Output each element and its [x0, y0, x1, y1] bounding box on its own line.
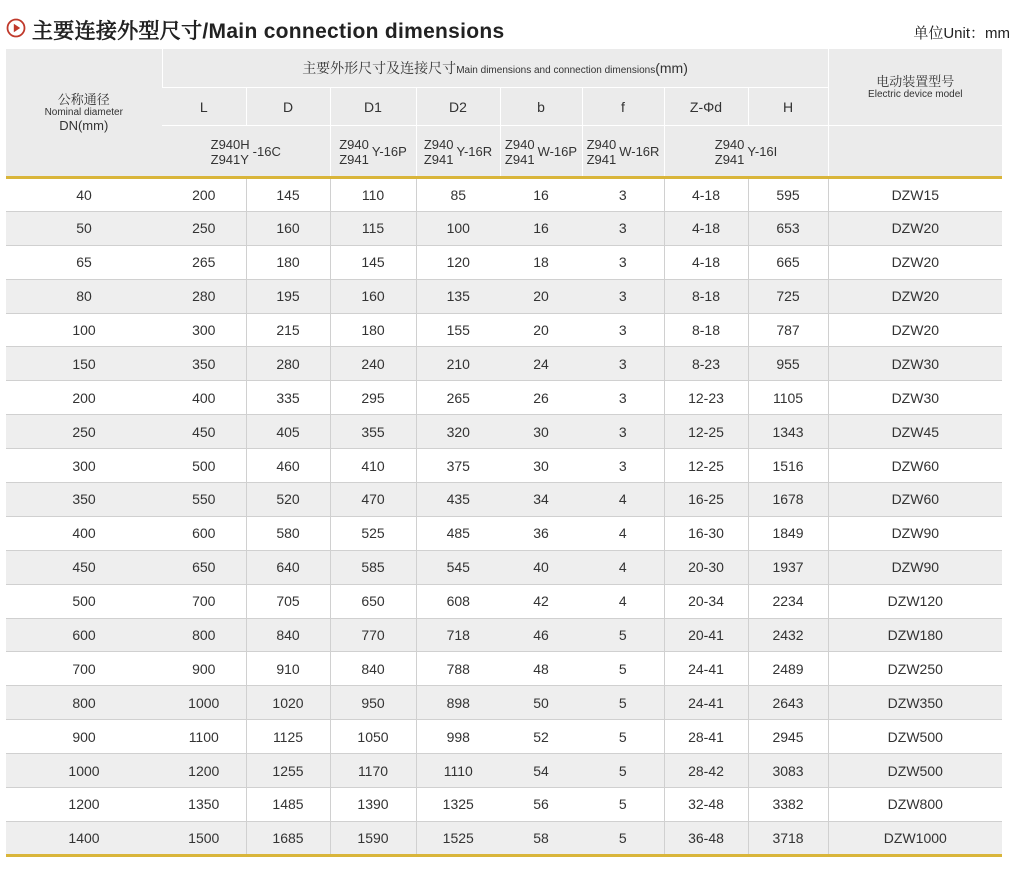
- cell-b: 46: [500, 618, 582, 652]
- cell-d: 1255: [246, 754, 330, 788]
- cell-l: 265: [162, 245, 246, 279]
- cell-f: 3: [582, 178, 664, 212]
- cell-l: 1100: [162, 720, 246, 754]
- cell-d1: 180: [330, 313, 416, 347]
- table-header: [6, 49, 1002, 178]
- table-row: [6, 550, 1002, 584]
- electric-device-header: [828, 49, 1002, 126]
- cell-d1: 525: [330, 516, 416, 550]
- cell-f: 5: [582, 788, 664, 822]
- page-title: 主要连接外型尺寸/Main connection dimensions: [32, 20, 505, 43]
- cell-dn: 1400: [6, 821, 162, 855]
- model-top: Z940: [586, 136, 617, 152]
- cell-electric-model: DZW15: [828, 178, 1002, 212]
- cell-b: 30: [500, 449, 582, 483]
- cell-electric-model: DZW250: [828, 652, 1002, 686]
- cell-electric-model: DZW60: [828, 483, 1002, 517]
- cell-l: 280: [162, 279, 246, 313]
- cell-b: 36: [500, 516, 582, 550]
- cell-f: 4: [582, 483, 664, 517]
- cell-b: 58: [500, 821, 582, 855]
- cell-d: 1125: [246, 720, 330, 754]
- cell-d1: 160: [330, 279, 416, 313]
- cell-f: 3: [582, 347, 664, 381]
- cell-h: 955: [748, 347, 828, 381]
- cell-d2: 210: [416, 347, 500, 381]
- col-label-d1: D1: [330, 88, 416, 126]
- cell-l: 900: [162, 652, 246, 686]
- cell-z-phi-d: 12-25: [664, 449, 748, 483]
- cell-d2: 375: [416, 449, 500, 483]
- cell-electric-model: DZW20: [828, 279, 1002, 313]
- cell-dn: 700: [6, 652, 162, 686]
- cell-dn: 200: [6, 381, 162, 415]
- cell-h: 3718: [748, 821, 828, 855]
- model-suffix: Y-16I: [747, 144, 778, 159]
- cell-b: 50: [500, 686, 582, 720]
- cell-h: 1937: [748, 550, 828, 584]
- model-cell-blank: [828, 126, 1002, 178]
- cell-electric-model: DZW1000: [828, 821, 1002, 855]
- cell-d2: 998: [416, 720, 500, 754]
- cell-h: 2432: [748, 618, 828, 652]
- cell-electric-model: DZW350: [828, 686, 1002, 720]
- model-top: Z940: [714, 136, 745, 152]
- cell-d2: 545: [416, 550, 500, 584]
- cell-d: 640: [246, 550, 330, 584]
- cell-d2: 435: [416, 483, 500, 517]
- cell-d: 910: [246, 652, 330, 686]
- cell-electric-model: DZW20: [828, 245, 1002, 279]
- cell-f: 3: [582, 381, 664, 415]
- col-label-b: b: [500, 88, 582, 126]
- cell-z-phi-d: 36-48: [664, 821, 748, 855]
- cell-f: 5: [582, 720, 664, 754]
- cell-f: 3: [582, 449, 664, 483]
- cell-dn: 50: [6, 211, 162, 245]
- table-row: [6, 788, 1002, 822]
- cell-d2: 718: [416, 618, 500, 652]
- model-top: Z940H: [210, 136, 250, 152]
- table-row: [6, 449, 1002, 483]
- cell-h: 1849: [748, 516, 828, 550]
- cell-h: 3083: [748, 754, 828, 788]
- main-header-cn: 主要外形尺寸及连接尺寸: [302, 60, 457, 76]
- cell-d1: 650: [330, 584, 416, 618]
- cell-d2: 788: [416, 652, 500, 686]
- cell-dn: 1200: [6, 788, 162, 822]
- cell-l: 200: [162, 178, 246, 212]
- dn-header: [6, 49, 162, 178]
- cell-dn: 450: [6, 550, 162, 584]
- cell-z-phi-d: 4-18: [664, 178, 748, 212]
- cell-z-phi-d: 12-25: [664, 415, 748, 449]
- cell-d2: 485: [416, 516, 500, 550]
- cell-d2: 1525: [416, 821, 500, 855]
- cell-z-phi-d: 20-34: [664, 584, 748, 618]
- cell-z-phi-d: 32-48: [664, 788, 748, 822]
- electric-header-cn: 电动装置型号: [876, 73, 955, 89]
- table-row: [6, 652, 1002, 686]
- cell-l: 550: [162, 483, 246, 517]
- cell-dn: 900: [6, 720, 162, 754]
- main-dimensions-header: [162, 49, 828, 88]
- table-row: [6, 211, 1002, 245]
- dimensions-table: [6, 48, 1002, 857]
- cell-dn: 350: [6, 483, 162, 517]
- col-label-l: L: [162, 88, 246, 126]
- cell-d: 1020: [246, 686, 330, 720]
- cell-d2: 265: [416, 381, 500, 415]
- cell-f: 5: [582, 618, 664, 652]
- cell-f: 3: [582, 245, 664, 279]
- cell-d2: 898: [416, 686, 500, 720]
- cell-f: 3: [582, 279, 664, 313]
- model-bottom: Z941: [423, 151, 454, 167]
- cell-dn: 150: [6, 347, 162, 381]
- cell-z-phi-d: 24-41: [664, 652, 748, 686]
- table-row: [6, 415, 1002, 449]
- cell-h: 653: [748, 211, 828, 245]
- cell-f: 3: [582, 415, 664, 449]
- model-bottom: Z941: [714, 151, 745, 167]
- cell-z-phi-d: 4-18: [664, 211, 748, 245]
- cell-z-phi-d: 8-23: [664, 347, 748, 381]
- table-row: [6, 381, 1002, 415]
- cell-electric-model: DZW20: [828, 211, 1002, 245]
- cell-b: 40: [500, 550, 582, 584]
- cell-d1: 950: [330, 686, 416, 720]
- cell-d1: 240: [330, 347, 416, 381]
- cell-electric-model: DZW120: [828, 584, 1002, 618]
- cell-b: 48: [500, 652, 582, 686]
- cell-z-phi-d: 8-18: [664, 313, 748, 347]
- main-header-en: Main dimensions and connection dimensions: [456, 65, 656, 76]
- electric-header-en: Electric device model: [868, 88, 963, 100]
- cell-b: 34: [500, 483, 582, 517]
- table-row: [6, 618, 1002, 652]
- model-cell-5: [582, 126, 664, 178]
- cell-dn: 500: [6, 584, 162, 618]
- model-top: Z940: [504, 136, 535, 152]
- cell-z-phi-d: 20-41: [664, 618, 748, 652]
- cell-l: 1000: [162, 686, 246, 720]
- cell-d2: 155: [416, 313, 500, 347]
- cell-d2: 85: [416, 178, 500, 212]
- cell-d1: 145: [330, 245, 416, 279]
- cell-electric-model: DZW90: [828, 550, 1002, 584]
- cell-h: 3382: [748, 788, 828, 822]
- cell-z-phi-d: 24-41: [664, 686, 748, 720]
- cell-z-phi-d: 28-41: [664, 720, 748, 754]
- model-bottom: Z941: [586, 151, 617, 167]
- cell-dn: 600: [6, 618, 162, 652]
- cell-electric-model: DZW30: [828, 347, 1002, 381]
- model-bottom: Z941Y: [210, 151, 249, 167]
- cell-f: 5: [582, 821, 664, 855]
- cell-dn: 65: [6, 245, 162, 279]
- cell-f: 5: [582, 686, 664, 720]
- cell-f: 3: [582, 313, 664, 347]
- cell-f: 3: [582, 211, 664, 245]
- cell-h: 1516: [748, 449, 828, 483]
- model-suffix: -16C: [252, 144, 281, 159]
- model-cell-1: [162, 126, 330, 178]
- cell-h: 1678: [748, 483, 828, 517]
- cell-electric-model: DZW60: [828, 449, 1002, 483]
- cell-electric-model: DZW800: [828, 788, 1002, 822]
- model-suffix: Y-16R: [456, 144, 493, 159]
- cell-f: 5: [582, 754, 664, 788]
- cell-l: 600: [162, 516, 246, 550]
- cell-d2: 1110: [416, 754, 500, 788]
- model-suffix: W-16P: [537, 144, 578, 159]
- cell-electric-model: DZW90: [828, 516, 1002, 550]
- cell-dn: 1000: [6, 754, 162, 788]
- model-cell-6: [664, 126, 828, 178]
- cell-dn: 40: [6, 178, 162, 212]
- cell-d: 335: [246, 381, 330, 415]
- table-row: [6, 347, 1002, 381]
- cell-electric-model: DZW45: [828, 415, 1002, 449]
- cell-b: 56: [500, 788, 582, 822]
- model-cell-2: [330, 126, 416, 178]
- cell-b: 20: [500, 279, 582, 313]
- cell-z-phi-d: 20-30: [664, 550, 748, 584]
- table-row: [6, 720, 1002, 754]
- cell-d: 405: [246, 415, 330, 449]
- cell-h: 725: [748, 279, 828, 313]
- cell-b: 16: [500, 178, 582, 212]
- cell-d: 705: [246, 584, 330, 618]
- cell-dn: 80: [6, 279, 162, 313]
- cell-d1: 1590: [330, 821, 416, 855]
- cell-d1: 1390: [330, 788, 416, 822]
- table-row: [6, 686, 1002, 720]
- cell-b: 42: [500, 584, 582, 618]
- cell-h: 665: [748, 245, 828, 279]
- cell-h: 595: [748, 178, 828, 212]
- cell-h: 787: [748, 313, 828, 347]
- cell-d: 1485: [246, 788, 330, 822]
- cell-z-phi-d: 28-42: [664, 754, 748, 788]
- cell-l: 1200: [162, 754, 246, 788]
- model-suffix: Y-16P: [371, 144, 407, 159]
- cell-l: 450: [162, 415, 246, 449]
- cell-l: 400: [162, 381, 246, 415]
- cell-l: 800: [162, 618, 246, 652]
- model-cell-4: [500, 126, 582, 178]
- cell-d: 520: [246, 483, 330, 517]
- cell-d1: 1050: [330, 720, 416, 754]
- cell-l: 1500: [162, 821, 246, 855]
- cell-d1: 295: [330, 381, 416, 415]
- cell-d2: 1325: [416, 788, 500, 822]
- cell-dn: 400: [6, 516, 162, 550]
- table-row: [6, 516, 1002, 550]
- cell-b: 30: [500, 415, 582, 449]
- cell-d: 840: [246, 618, 330, 652]
- cell-z-phi-d: 4-18: [664, 245, 748, 279]
- model-cell-3: [416, 126, 500, 178]
- cell-h: 2489: [748, 652, 828, 686]
- table-row: [6, 279, 1002, 313]
- cell-z-phi-d: 16-25: [664, 483, 748, 517]
- table-row: [6, 313, 1002, 347]
- table-row: [6, 821, 1002, 855]
- col-label-d: D: [246, 88, 330, 126]
- cell-d: 215: [246, 313, 330, 347]
- cell-electric-model: DZW180: [828, 618, 1002, 652]
- cell-f: 4: [582, 584, 664, 618]
- cell-electric-model: DZW500: [828, 720, 1002, 754]
- cell-d1: 110: [330, 178, 416, 212]
- cell-electric-model: DZW30: [828, 381, 1002, 415]
- cell-h: 2234: [748, 584, 828, 618]
- cell-h: 2945: [748, 720, 828, 754]
- cell-h: 1343: [748, 415, 828, 449]
- cell-d2: 135: [416, 279, 500, 313]
- dn-header-unit: DN(mm): [59, 118, 109, 133]
- cell-d: 180: [246, 245, 330, 279]
- cell-d: 145: [246, 178, 330, 212]
- cell-dn: 100: [6, 313, 162, 347]
- col-label-h: H: [748, 88, 828, 126]
- cell-d: 1685: [246, 821, 330, 855]
- cell-electric-model: DZW500: [828, 754, 1002, 788]
- col-label-f: f: [582, 88, 664, 126]
- cell-d: 195: [246, 279, 330, 313]
- cell-d2: 320: [416, 415, 500, 449]
- cell-z-phi-d: 16-30: [664, 516, 748, 550]
- cell-d1: 410: [330, 449, 416, 483]
- cell-d1: 470: [330, 483, 416, 517]
- cell-d: 460: [246, 449, 330, 483]
- cell-l: 650: [162, 550, 246, 584]
- cell-b: 16: [500, 211, 582, 245]
- cell-h: 1105: [748, 381, 828, 415]
- cell-dn: 800: [6, 686, 162, 720]
- cell-b: 26: [500, 381, 582, 415]
- cell-l: 350: [162, 347, 246, 381]
- cell-d1: 1170: [330, 754, 416, 788]
- cell-z-phi-d: 8-18: [664, 279, 748, 313]
- cell-d: 160: [246, 211, 330, 245]
- dn-header-en: Nominal diameter: [44, 107, 123, 118]
- cell-d: 580: [246, 516, 330, 550]
- table-row: [6, 178, 1002, 212]
- cell-l: 250: [162, 211, 246, 245]
- table-row: [6, 754, 1002, 788]
- cell-l: 700: [162, 584, 246, 618]
- model-top: Z940: [423, 136, 454, 152]
- cell-f: 4: [582, 516, 664, 550]
- cell-l: 300: [162, 313, 246, 347]
- cell-d1: 840: [330, 652, 416, 686]
- cell-f: 5: [582, 652, 664, 686]
- cell-z-phi-d: 12-23: [664, 381, 748, 415]
- play-circle-icon: [6, 18, 26, 38]
- cell-d1: 770: [330, 618, 416, 652]
- table-body: [6, 178, 1002, 856]
- cell-f: 4: [582, 550, 664, 584]
- cell-d: 280: [246, 347, 330, 381]
- main-header-unit: (mm): [655, 60, 688, 76]
- unit-label: 单位Unit：mm: [913, 25, 1010, 42]
- cell-l: 500: [162, 449, 246, 483]
- table-row: [6, 584, 1002, 618]
- cell-d2: 120: [416, 245, 500, 279]
- cell-b: 54: [500, 754, 582, 788]
- cell-b: 20: [500, 313, 582, 347]
- dn-header-cn: 公称通径: [57, 92, 110, 107]
- model-bottom: Z941: [504, 151, 535, 167]
- title-bar: [6, 14, 1016, 42]
- cell-d2: 608: [416, 584, 500, 618]
- cell-b: 52: [500, 720, 582, 754]
- cell-b: 18: [500, 245, 582, 279]
- cell-dn: 250: [6, 415, 162, 449]
- cell-d1: 355: [330, 415, 416, 449]
- cell-l: 1350: [162, 788, 246, 822]
- cell-d1: 585: [330, 550, 416, 584]
- model-top: Z940: [339, 136, 369, 152]
- table-row: [6, 483, 1002, 517]
- col-label-d2: D2: [416, 88, 500, 126]
- cell-d2: 100: [416, 211, 500, 245]
- model-bottom: Z941: [339, 151, 369, 167]
- model-suffix: W-16R: [619, 144, 660, 159]
- cell-h: 2643: [748, 686, 828, 720]
- cell-electric-model: DZW20: [828, 313, 1002, 347]
- cell-d1: 115: [330, 211, 416, 245]
- cell-dn: 300: [6, 449, 162, 483]
- cell-b: 24: [500, 347, 582, 381]
- col-label-z-phi-d: Z-Φd: [664, 88, 748, 126]
- table-row: [6, 245, 1002, 279]
